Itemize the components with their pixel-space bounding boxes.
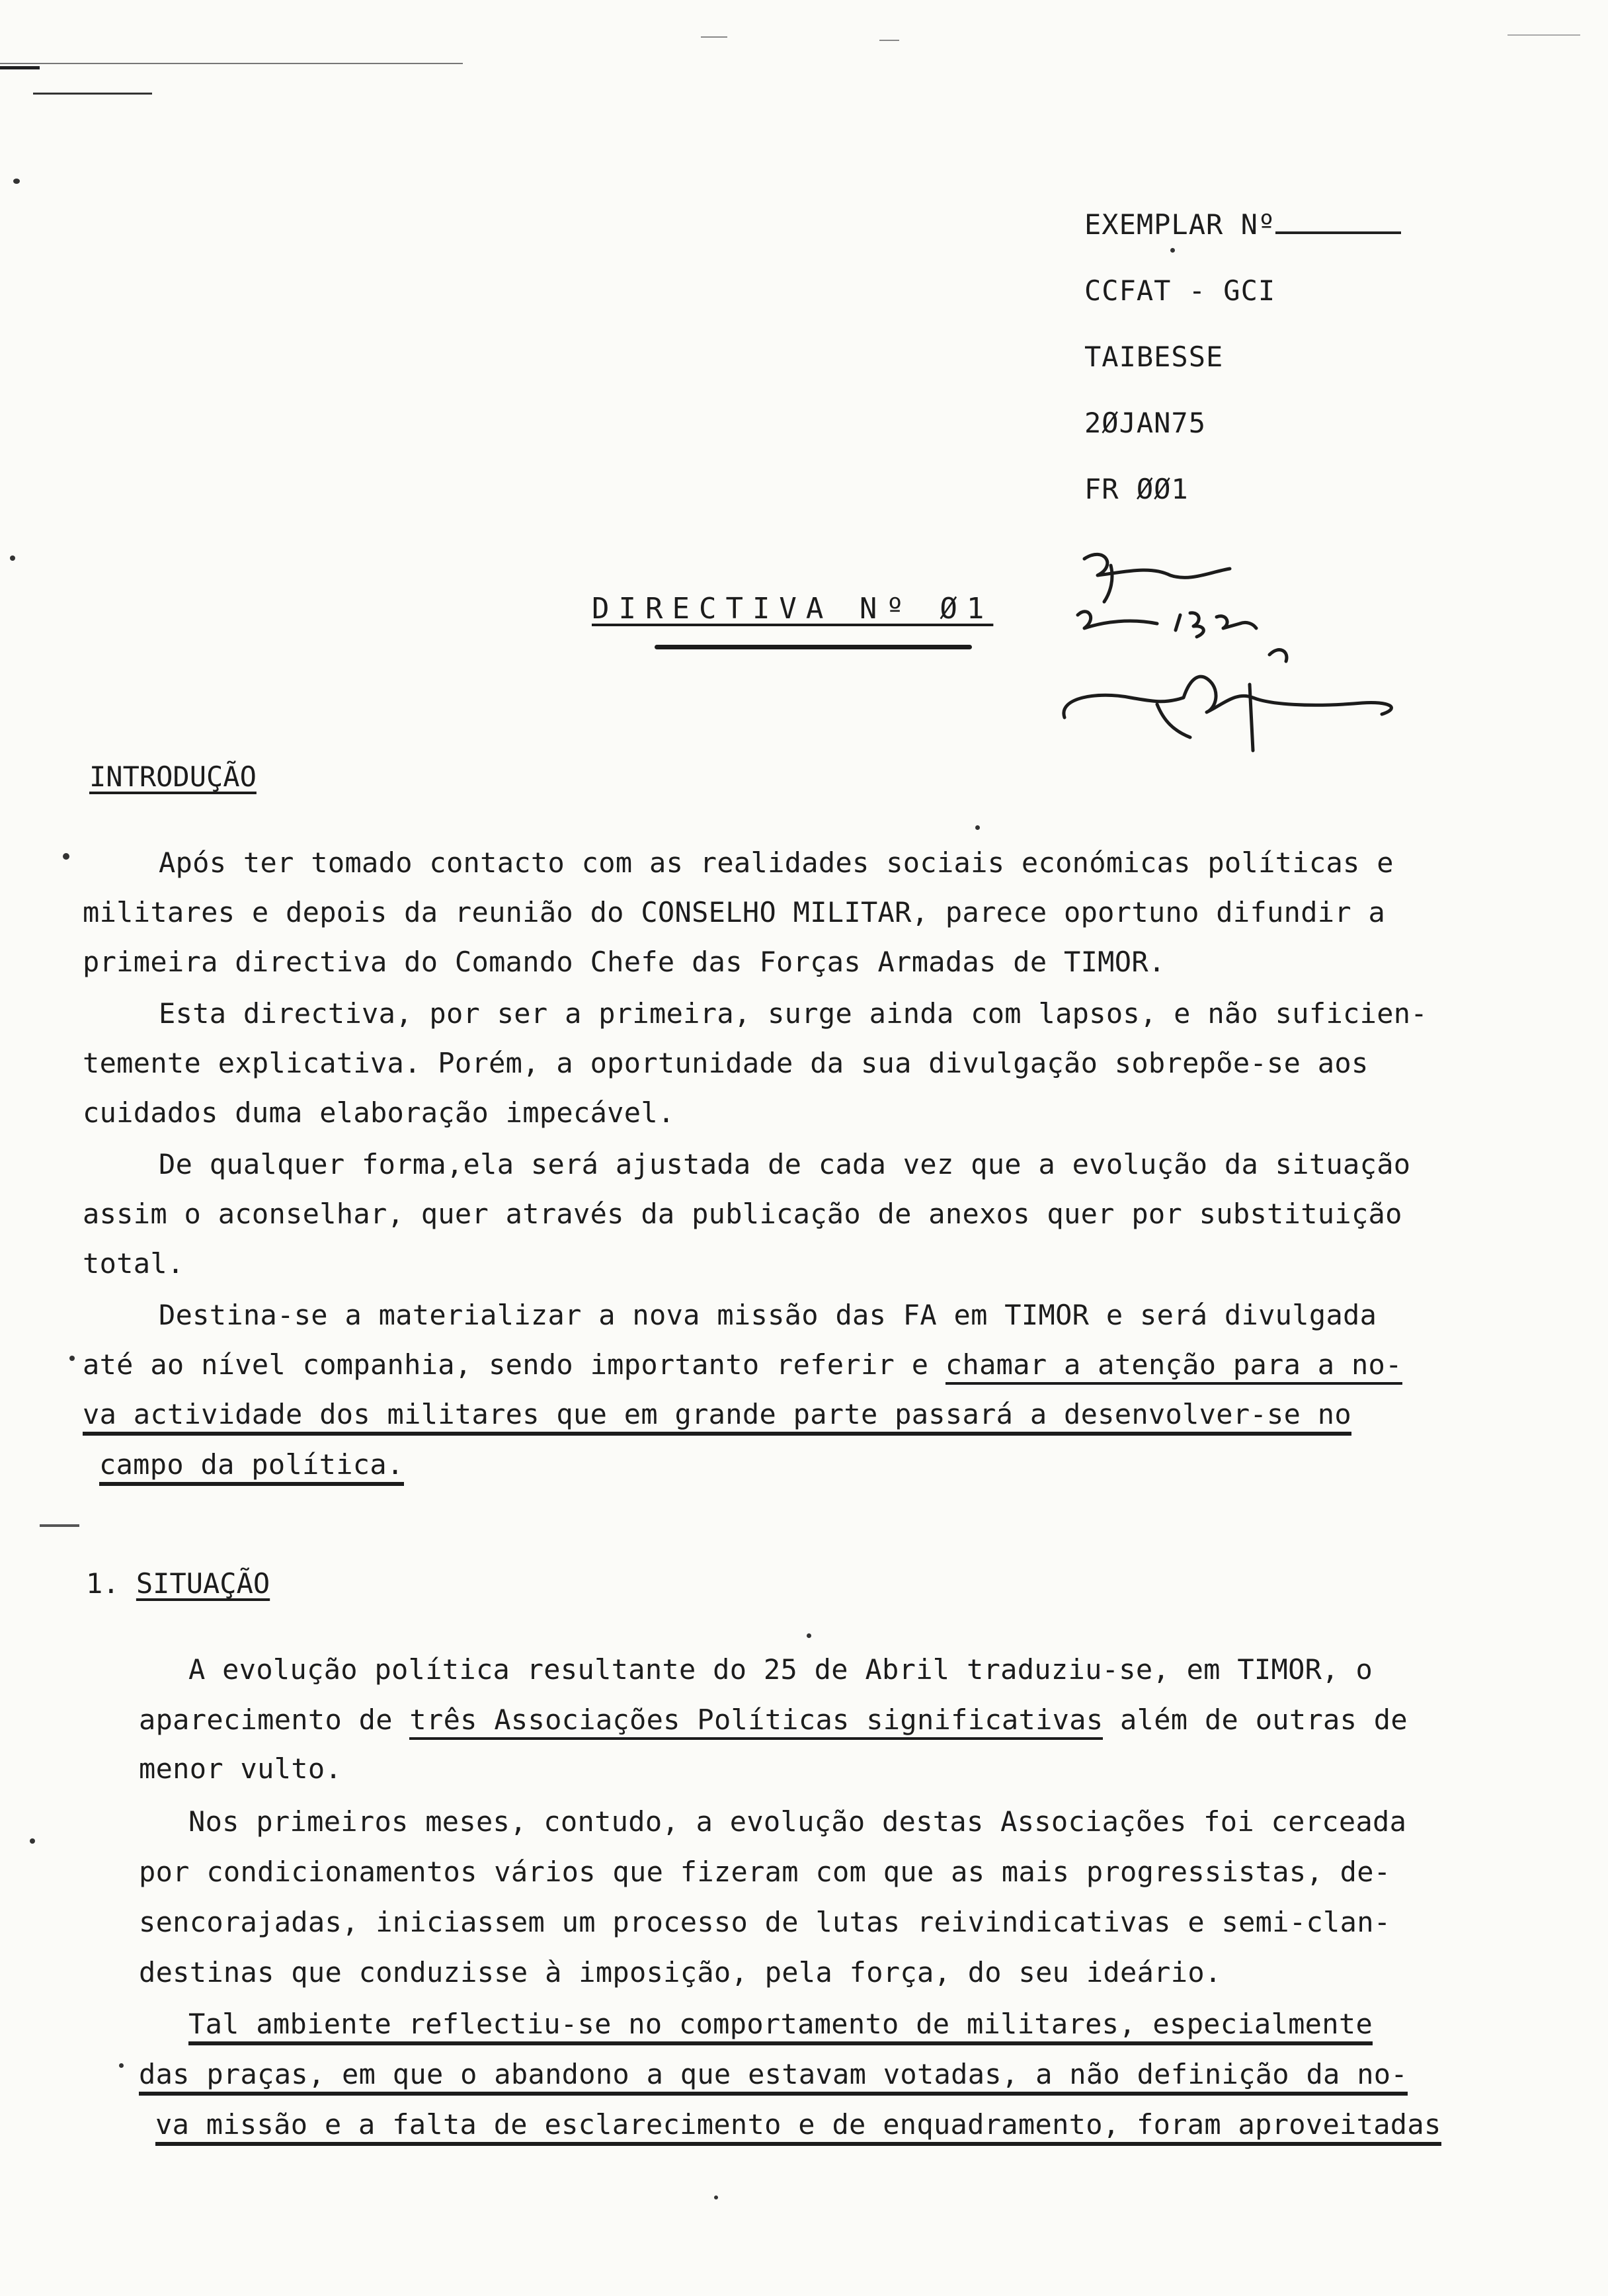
scan-artifact (0, 66, 40, 69)
introduction-line: total. (83, 1247, 184, 1280)
situation-line-end: além de outras de (1120, 1703, 1408, 1736)
scan-artifact (40, 1524, 79, 1527)
title-underline-stroke (655, 645, 972, 649)
situation-line: destinas que conduzisse à imposição, pela força, do seu ideário. (139, 1956, 1222, 1988)
underlined-phrase: campo da política. (99, 1448, 404, 1486)
underlined-phrase: Tal ambiente reflectiu-se no comportamento de militares, especialmente (188, 2008, 1373, 2045)
exemplar-line (1084, 192, 1494, 258)
scan-artifact (879, 40, 899, 41)
situation-line (188, 2008, 1373, 2040)
underlined-phrase: va missão e a falta de esclarecimento e de enquadramento, foram aproveitadas (155, 2108, 1441, 2146)
scan-artifact (10, 555, 15, 561)
unit-label: CCFAT - GCI (1084, 274, 1276, 307)
situation-line (155, 2108, 1441, 2141)
introduction-line: De qualquer forma,ela será ajustada de cada vez que a evolução da situação (159, 1148, 1411, 1180)
situation-line: sencorajadas, iniciassem um processo de lutas reivindicativas e semi-clan- (139, 1906, 1391, 1938)
situation-heading-label: SITUAÇÃO (136, 1567, 270, 1600)
scan-artifact (1508, 34, 1580, 36)
underlined-phrase: chamar a atenção para a no- (945, 1348, 1402, 1385)
introduction-heading: INTRODUÇÃO (89, 760, 257, 793)
situation-line-start: aparecimento de (139, 1703, 393, 1736)
scan-artifact (69, 1356, 75, 1361)
introduction-line (99, 1448, 404, 1481)
introduction-line: cuidados duma elaboração impecável. (83, 1096, 675, 1129)
scan-artifact (63, 853, 69, 860)
situation-line: Nos primeiros meses, contudo, a evolução destas Associações foi cerceada (188, 1805, 1407, 1838)
introduction-line (83, 1398, 1351, 1430)
underlined-phrase: va actividade dos militares que em grande parte passará a desenvolver-se no (83, 1398, 1351, 1436)
scan-artifact (701, 36, 727, 38)
situation-line: menor vulto. (139, 1752, 342, 1785)
introduction-line: primeira directiva do Comando Chefe das Forças Armadas de TIMOR. (83, 946, 1166, 978)
scan-artifact (0, 63, 463, 64)
introduction-line: Esta directiva, por ser a primeira, surge ainda com lapsos, e não suficien- (159, 997, 1427, 1030)
introduction-line: militares e depois da reunião do CONSELHO MILITAR, parece oportuno difundir a (83, 896, 1386, 928)
introduction-line: assim o aconselhar, quer através da publicação de anexos quer por substituição (83, 1198, 1402, 1230)
scan-artifact (13, 179, 20, 184)
exemplar-label: EXEMPLAR Nº (1084, 208, 1276, 241)
scan-artifact (807, 1633, 811, 1638)
introduction-line: temente explicativa. Porém, a oportunidade da sua divulgação sobrepõe-se aos (83, 1047, 1369, 1079)
document-header (1084, 192, 1494, 522)
scan-artifact (119, 2063, 124, 2068)
introduction-line-start: até ao nível companhia, sendo importanto referir e (83, 1348, 929, 1381)
scan-artifact (33, 93, 152, 95)
situation-heading (86, 1567, 270, 1600)
situation-heading-number: 1. (86, 1567, 120, 1600)
scan-artifact (30, 1838, 35, 1844)
situation-line (139, 1703, 1408, 1736)
scan-artifact (714, 2195, 718, 2199)
exemplar-blank (1275, 208, 1401, 234)
document-title: DIRECTIVA Nº Ø1 (592, 592, 994, 626)
introduction-line (83, 1348, 1402, 1381)
situation-line: por condicionamentos vários que fizeram com que as mais progressistas, de- (139, 1856, 1391, 1888)
situation-line (139, 2058, 1408, 2090)
underlined-phrase: três Associações Políticas significativas (409, 1703, 1103, 1740)
place-label: TAIBESSE (1084, 341, 1224, 373)
reference-label: FR ØØ1 (1084, 473, 1189, 505)
situation-line: A evolução política resultante do 25 de Abril traduziu-se, em TIMOR, o (188, 1653, 1373, 1686)
scan-artifact (975, 825, 980, 830)
date-label: 2ØJAN75 (1084, 407, 1207, 439)
introduction-line: Após ter tomado contacto com as realidades sociais económicas políticas e (159, 846, 1394, 879)
introduction-line: Destina-se a materializar a nova missão das FA em TIMOR e será divulgada (159, 1299, 1377, 1331)
handwritten-signature (1058, 539, 1415, 817)
underlined-phrase: das praças, em que o abandono a que estavam votadas, a não definição da no- (139, 2058, 1408, 2096)
